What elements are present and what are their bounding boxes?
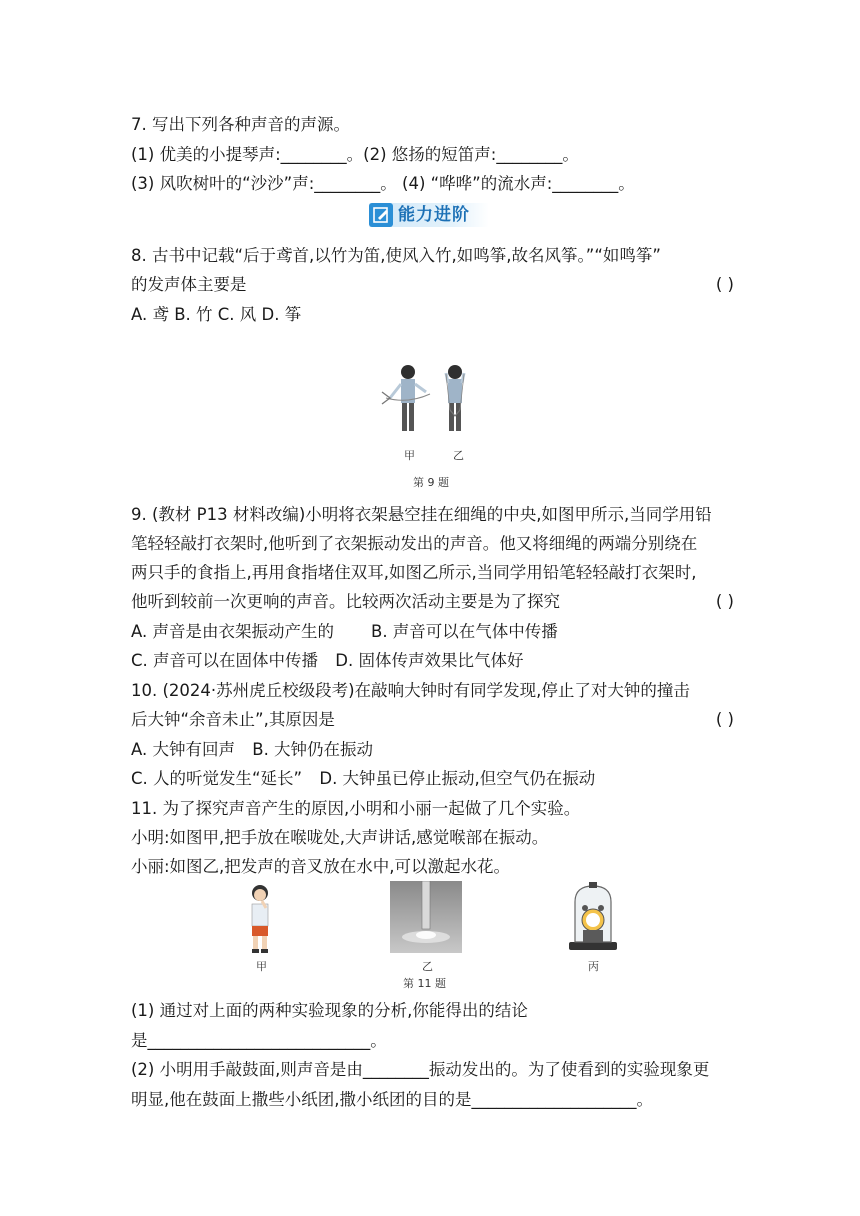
fig11-label-b: 乙	[422, 960, 433, 973]
q9-answer-paren: ( )	[715, 592, 734, 611]
q7-stem: 7. 写出下列各种声音的声源。	[131, 115, 350, 134]
q10-option-b: B. 大钟仍在振动	[252, 740, 374, 759]
q10-line1: 10. (2024·苏州虎丘校级段考)在敲响大钟时有同学发现,停止了对大钟的撞击	[131, 681, 690, 700]
fig11-label-c: 丙	[588, 960, 599, 973]
q11-sub2-line1: (2) 小明用手敲鼓面,则声音是由________振动发出的。为了使看到的实验现象更	[131, 1060, 710, 1079]
fig9-label-b: 乙	[453, 449, 464, 462]
q8-stem-text: 的发声体主要是	[131, 275, 247, 294]
fig11-caption: 第 11 题	[403, 977, 446, 990]
q10-option-c: C. 人的听觉发生“延长”	[131, 769, 303, 788]
q9-option-b: B. 声音可以在气体中传播	[371, 622, 558, 641]
q10-option-d: D. 大钟虽已停止振动,但空气仍在振动	[319, 769, 596, 788]
q9-line4-text: 他听到较前一次更响的声音。比较两次活动主要是为了探究	[131, 592, 560, 611]
q11-sub1-line1: (1) 通过对上面的两种实验现象的分析,你能得出的结论	[131, 1001, 528, 1020]
fig9-image	[380, 362, 480, 447]
section-banner	[369, 203, 489, 227]
fig9-label-a: 甲	[404, 449, 415, 462]
fig11-image-b	[390, 881, 462, 953]
q9-options-row1	[131, 620, 734, 644]
q8-stem-line1: 8. 古书中记载“后于鸢首,以竹为笛,使风入竹,如鸣筝,故名风筝。”“如鸣筝”	[131, 246, 661, 265]
q9-line2: 笔轻轻敲打衣架时,他听到了衣架振动发出的声音。他又将细绳的两端分别绕在	[131, 534, 698, 553]
q9-option-c: C. 声音可以在固体中传播	[131, 651, 319, 670]
fig9-caption: 第 9 题	[413, 476, 449, 489]
fig11-image-a	[242, 884, 278, 954]
q11-sub1-line2: 是___________________________。	[131, 1031, 387, 1050]
q7-line2: (3) 风吹树叶的“沙沙”声:________。 (4) “哗哗”的流水声:________。	[131, 174, 635, 193]
q11-sub2-line2: 明显,他在鼓面上撒些小纸团,撒小纸团的目的是____________________。	[131, 1090, 653, 1109]
q8-answer-paren: ( )	[715, 275, 734, 294]
q7-line1: (1) 优美的小提琴声:________。(2) 悠扬的短笛声:________。	[131, 145, 579, 164]
q8-stem-line2	[131, 273, 734, 297]
q9-option-d: D. 固体传声效果比气体好	[335, 651, 524, 670]
q11-line1: 11. 为了探究声音产生的原因,小明和小丽一起做了几个实验。	[131, 799, 581, 818]
q9-line4	[131, 590, 734, 614]
pencil-icon	[369, 203, 393, 227]
q9-options-row2	[131, 649, 734, 673]
q10-answer-paren: ( )	[715, 710, 734, 729]
q9-option-a: A. 声音是由衣架振动产生的	[131, 622, 334, 641]
q10-options-row2	[131, 767, 734, 791]
q9-line1: 9. (教材 P13 材料改编)小明将衣架悬空挂在细绳的中央,如图甲所示,当同学用铅	[131, 505, 712, 524]
section-title: 能力进阶	[398, 205, 470, 225]
q11-line2: 小明:如图甲,把手放在喉咙处,大声讲话,感觉喉部在振动。	[131, 828, 549, 847]
q8-options: A. 鸢 B. 竹 C. 风 D. 筝	[131, 305, 302, 324]
q9-line3: 两只手的食指上,再用食指堵住双耳,如图乙所示,当同学用铅笔轻轻敲打衣架时,	[131, 563, 697, 582]
q10-line2	[131, 708, 734, 732]
q10-line2-text: 后大钟“余音未止”,其原因是	[131, 710, 335, 729]
fig11-image-c	[565, 880, 621, 952]
fig11-label-a: 甲	[256, 960, 267, 973]
q11-line3: 小丽:如图乙,把发声的音叉放在水中,可以激起水花。	[131, 857, 511, 876]
q10-option-a: A. 大钟有回声	[131, 740, 235, 759]
q10-options-row1	[131, 738, 734, 762]
